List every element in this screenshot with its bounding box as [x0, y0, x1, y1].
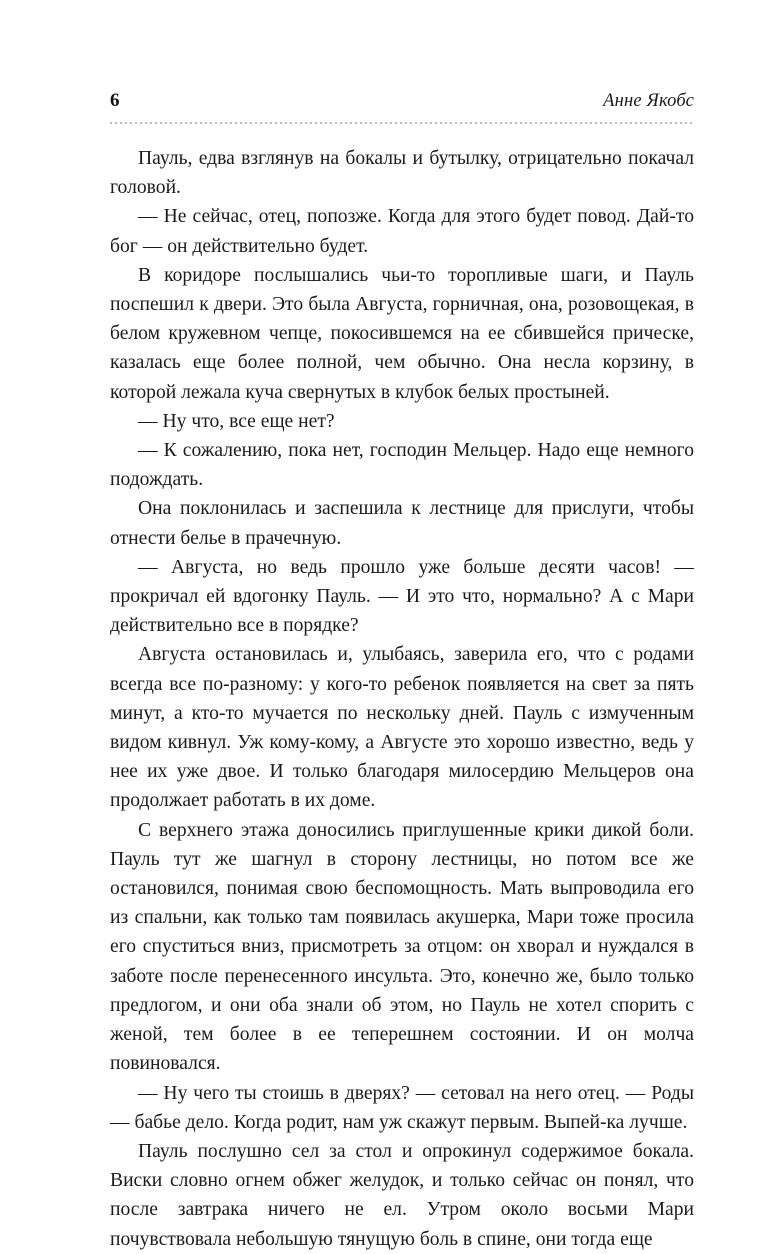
paragraph: — К сожалению, пока нет, господин Мельцер. Надо еще немного подождать.	[110, 440, 694, 491]
paragraph: — Ну чего ты стоишь в дверях? — сетовал на него отец. — Роды — бабье дело. Когда родит, нам уж скажут первым. Выпей-ка лучше.	[110, 1082, 694, 1133]
paragraph: Она поклонилась и заспешила к лестнице для прислуги, чтобы отнести белье в прачечную.	[110, 498, 694, 549]
paragraph: Пауль, едва взглянув на бокалы и бутылку, отрицательно покачал головой.	[110, 148, 694, 199]
paragraph: — Августа, но ведь прошло уже больше десяти часов! — прокричал ей вдогонку Пауль. — И это что, нормально? А с Мари действительно все в порядке?	[110, 556, 694, 637]
paragraph: В коридоре послышались чьи-то торопливые шаги, и Пауль поспешил к двери. Это была Августа, горничная, она, розовощекая, в белом кружевном чепце, покосившемся на ее сбившейся прическе, казалась еще более полной, чем обычно. Она несла корзину, в которой лежала куча свернутых в клубок белых простыней.	[110, 264, 694, 403]
running-head	[110, 82, 694, 110]
paragraph: Пауль послушно сел за стол и опрокинул содержимое бокала. Виски словно огнем обжег желудок, и только сейчас он понял, что после завтрака ничего не ел. Утром около восьми Мари почувствовала небольшую тянущую боль в спине, они тогда еще	[110, 1140, 694, 1250]
paragraph: С верхнего этажа доносились приглушенные крики дикой боли. Пауль тут же шагнул в сторону лестницы, но потом все же остановился, понимая свою беспомощность. Мать выпроводила его из спальни, как только там появилась акушерка, Мари тоже просила его спуститься вниз, присмотреть за отцом: он хворал и нуждался в заботе после перенесенного инсульта. Это, конечно же, было только предлогом, и они оба знали об этом, но Пауль не хотел спорить с женой, тем более в ее теперешнем состоянии. И он молча повиновался.	[110, 819, 694, 1075]
page-number: 6	[110, 90, 120, 111]
body-text	[110, 144, 694, 1254]
paragraph: — Не сейчас, отец, попозже. Когда для этого будет повод. Дай-то бог — он действительно будет.	[110, 206, 694, 257]
running-head-author: Анне Якобс	[603, 90, 694, 111]
paragraph: — Ну что, все еще нет?	[138, 410, 335, 432]
header-dotted-rule	[110, 122, 695, 124]
paragraph: Августа остановилась и, улыбаясь, заверила его, что с родами всегда все по-разному: у кого-то ребенок появляется на свет за пять минут, а кто-то мучается по нескольку дней. Пауль с измученным видом кивнул. Уж кому-кому, а Августе это хорошо известно, ведь у нее их уже двое. И только благодаря милосердию Мельцеров она продолжает работать в их доме.	[110, 644, 694, 812]
